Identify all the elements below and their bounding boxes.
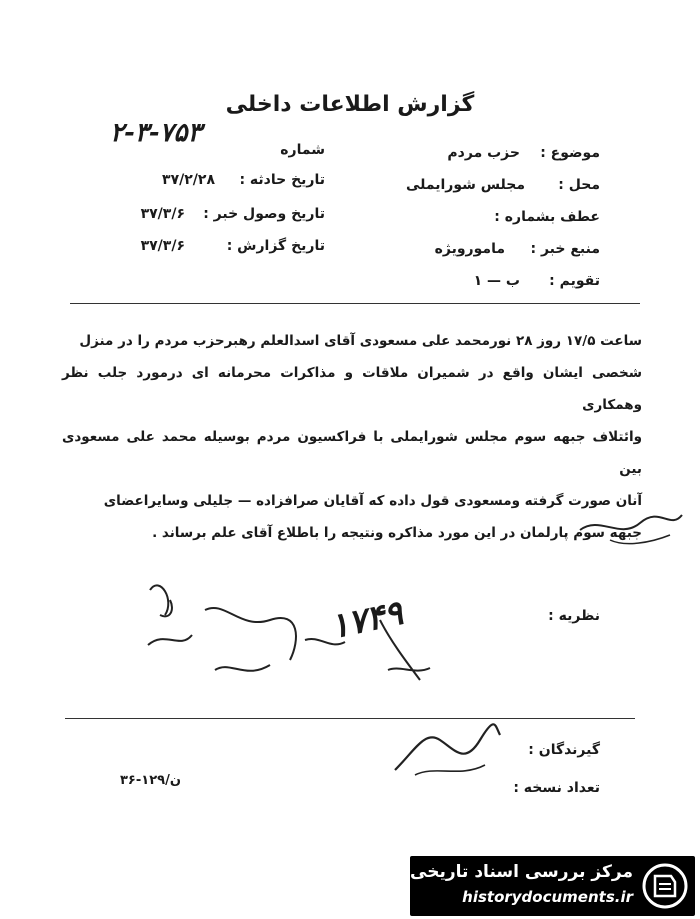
body-line: آنان صورت گرفته ومسعودی قول داده که آقایان صرافزاده — جلیلی وسایراعضای [103,493,642,509]
archive-url: historydocuments.ir [462,888,633,906]
body-line: جبهه سوم پارلمان در این مورد مذاکره ونتیجه را باطلاع آقای علم برساند . [152,525,642,541]
number-value: ۲-۳-۷۵۳ [110,118,202,148]
body-line: وائتلاف جبهه سوم مجلس شورایملی با فراکسیون مردم بوسیله محمد علی مسعودی بین [62,429,642,477]
opinion-divider [65,718,635,719]
rating-label: تقویم : [549,273,600,289]
archive-logo [410,856,695,916]
archive-emblem-icon [641,862,689,910]
report-body [62,325,642,549]
report-date-value: ۳۷/۳/۶ [140,238,185,254]
copies-label: تعداد نسخه : [513,780,600,796]
opinion-note: ۱۷۴۹ [326,592,407,648]
number-label: شماره [280,142,325,158]
report-date-label: تاریخ گزارش : [226,238,325,254]
location-label: محل : [558,177,600,193]
signature-mark [570,495,690,555]
recipients-label: گیرندگان : [528,742,600,758]
reference-label: عطف بشماره : [494,209,600,225]
received-date-label: تاریخ وصول خبر : [203,206,325,222]
recipients-signature [385,710,505,785]
body-line: شخصی ایشان واقع در شمیران ملاقات و مذاکرات محرمانه ای درمورد جلب نظر وهمکاری [62,365,642,413]
subject-value: حزب مردم [447,145,520,161]
source-label: منبع خبر : [530,241,600,257]
incident-date-value: ۳۷/۲/۲۸ [162,172,215,188]
handwritten-annotations [130,570,470,710]
location-value: مجلس شورایملی [405,177,525,193]
document-code: ۳۶-۱۲۹/ن [120,773,181,788]
document-title: گزارش اطلاعات داخلی [225,92,475,117]
received-date-value: ۳۷/۳/۶ [140,206,185,222]
body-line: ساعت ۱۷/۵ روز ۲۸ نورمحمد علی مسعودی آقای اسدالعلم رهبرحزب مردم را در منزل [79,333,642,349]
opinion-label: نظریه : [548,608,600,624]
source-value: مامورویژه [434,241,505,257]
header-divider [70,303,640,304]
subject-label: موضوع : [540,145,600,161]
incident-date-label: تاریخ حادثه : [239,172,325,188]
archive-name: مرکز بررسی اسناد تاریخی [410,862,633,882]
rating-value: ب — ۱ [473,273,520,289]
